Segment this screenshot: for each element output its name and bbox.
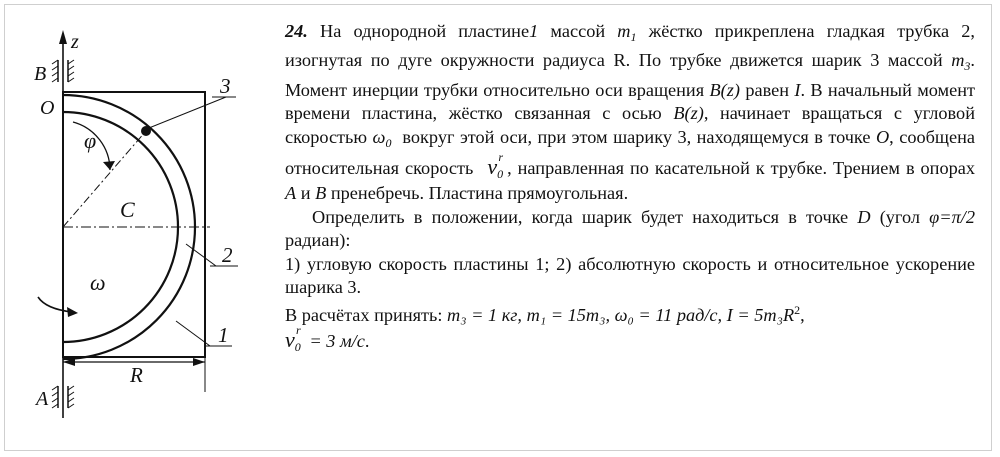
text-run: I [794,79,801,100]
text-run: B [315,183,327,204]
dimension-arrow-right-icon [193,358,205,366]
text-run: м/с [339,330,365,351]
axis-z-label: z [71,31,79,53]
text-run: φ=π/2 [929,206,975,227]
text-run: На однородной пластине [320,21,530,41]
support-b-label: B [34,63,47,85]
problem-paragraph-3: 1) угловую скорость пластины 1; 2) абсолютную скорость и относительное ускорение шарика 3. [285,253,975,298]
text-run: жёстко прикреплена гладкая трубка 2, изогнутая по дуге окружности радиуса R. По трубке движется шарик 3 массой [285,21,976,71]
text-run: B(z) [709,79,740,100]
superscript: 2 [794,303,801,318]
text-run: равен [745,79,789,100]
text-run: , [800,305,805,326]
relative-velocity-symbol: v r 0 [487,150,504,182]
text-run: A [285,183,297,204]
problem-number: 24. [285,21,308,41]
text-run: . [364,330,370,351]
text-run: ω [372,126,386,147]
problem-paragraph-5 [285,322,975,355]
text-run: . Момент инерции трубки относительно оси вращения [285,50,975,100]
text-run: (угол [879,206,920,227]
text-run: m [617,21,631,41]
problem-paragraph-2 [285,206,975,253]
omega-label: ω [90,270,106,295]
tube-2-label: 2 [222,243,233,267]
mechanics-figure [0,0,280,420]
problem-paragraph-4 [285,299,975,327]
omega-rotation-arc [38,297,72,312]
text-run: = 3 [309,330,336,351]
text-run: вокруг этой оси, при этом шарику 3, находящемуся в точке [402,126,871,147]
ball-3-leader [149,97,226,128]
center-c-label: C [120,197,135,222]
support-a-label: A [36,388,49,410]
text-run: радиан): [285,230,351,251]
text-run: пренебречь. Пластина прямоугольная. [330,183,629,204]
angle-phi-label: φ [84,128,97,153]
subscript: 0 [385,135,392,150]
text-run: m₃ = 1 кг, m₁ = 15m₃, ω₀ = 11 рад/с, I = 5m₃R [447,305,795,326]
text-run: O [875,126,890,147]
text-run: D [857,206,871,227]
z-axis-arrow-icon [59,30,67,44]
relative-velocity-symbol: v r 0 [285,322,301,354]
plate-1-label: 1 [218,323,229,347]
problem-paragraph-1 [285,20,975,206]
text-run: . В начальный момент времени пластина, жёстко связанная с осью [285,79,976,124]
text-run: m [951,50,965,71]
text-run: В расчётах принять: [285,305,443,326]
text-run: 1 [529,21,539,41]
text-run: массой [550,21,606,41]
text-run: и [300,183,311,204]
radius-r-label: R [130,363,143,387]
text-run: , сообщена относительная скорость [285,126,975,179]
text-run: , направленная по касательной к трубке. Трением в опорах [507,158,975,179]
ball-3-label: 3 [220,74,231,98]
text-run: , начинает вращаться с угловой скоростью [285,103,975,147]
omega-arrow-icon [67,307,78,317]
problem-text [285,20,975,355]
text-run: B(z) [673,103,704,124]
text-run: Определить в положении, когда шарик будет находиться в точке [312,206,849,227]
subscript: 3 [964,59,971,74]
point-o-label: O [40,97,55,119]
subscript: 1 [630,30,637,44]
